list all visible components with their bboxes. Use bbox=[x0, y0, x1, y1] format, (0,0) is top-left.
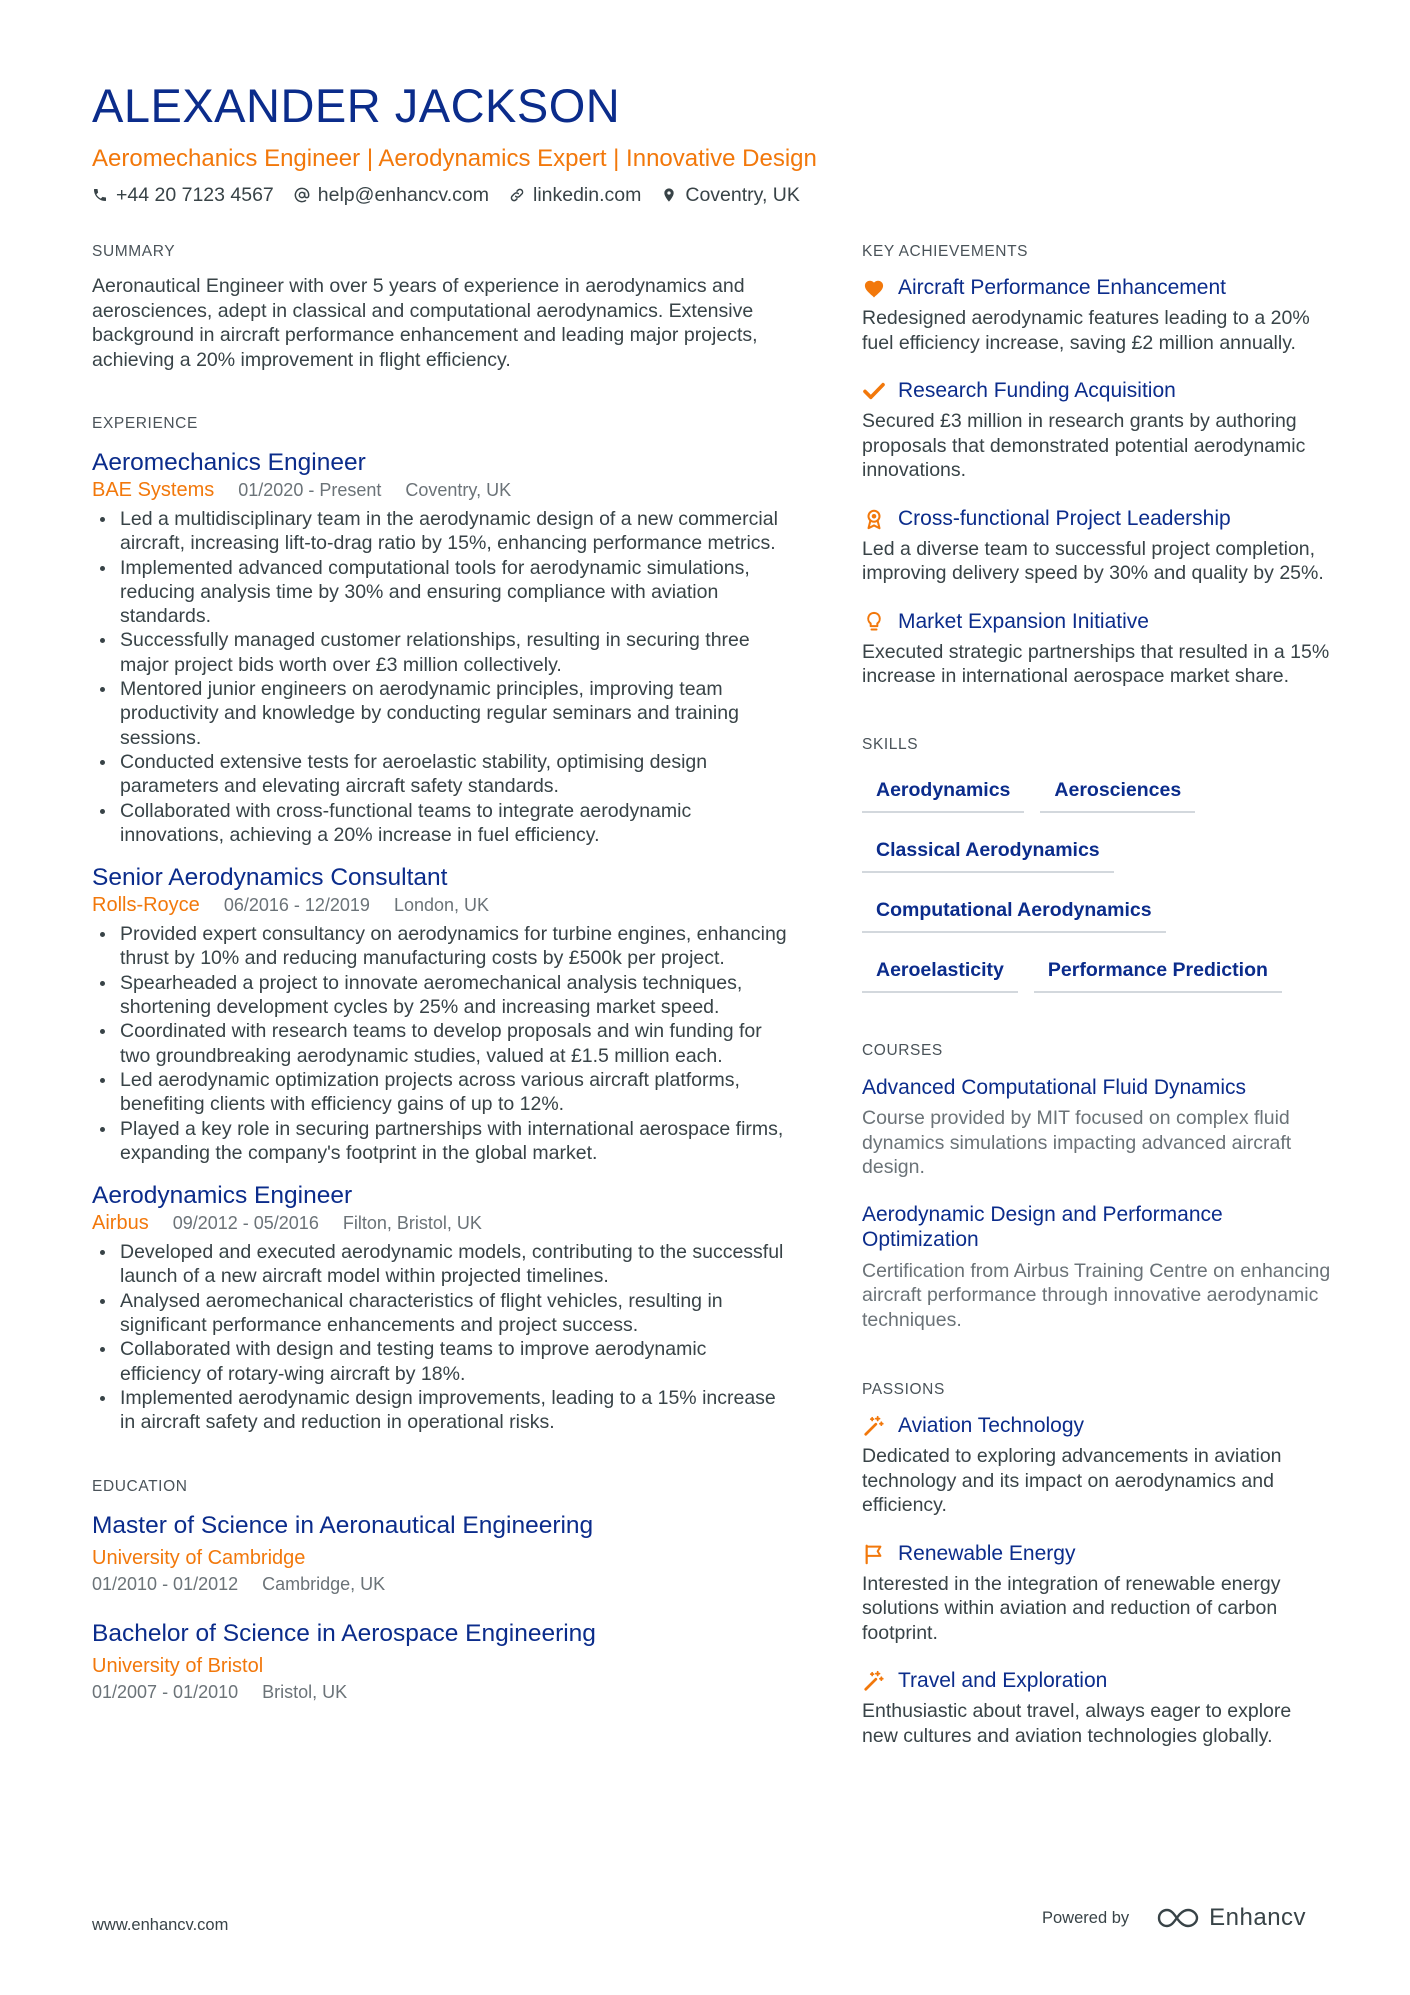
achievement-desc: Redesigned aerodynamic features leading to a 20% fuel efficiency increase, saving £2 million annually. bbox=[862, 307, 1310, 354]
job-bullets bbox=[92, 1240, 792, 1434]
right-column bbox=[862, 240, 1332, 1748]
achievement-header bbox=[862, 505, 1332, 533]
contact-location bbox=[661, 180, 800, 210]
education-location: Cambridge, UK bbox=[262, 1573, 386, 1594]
job-dates: 01/2020 - Present bbox=[238, 480, 382, 500]
passion-title: Aviation Technology bbox=[898, 1414, 1085, 1437]
job-meta bbox=[92, 478, 792, 503]
passion-header bbox=[862, 1667, 1332, 1695]
contact-phone bbox=[92, 180, 274, 210]
experience-heading: EXPERIENCE bbox=[92, 415, 198, 432]
achievement-title: Research Funding Acquisition bbox=[898, 379, 1176, 402]
job-bullet: Implemented advanced computational tools for aerodynamic simulations, reducing analysis time by 30% and ensuring compliance with aviation standards. bbox=[92, 556, 792, 629]
education-meta bbox=[92, 1680, 792, 1705]
school-name: University of Cambridge bbox=[92, 1546, 306, 1569]
job-bullet: Successfully managed customer relationships, resulting in securing three major project bids worth over £3 million collectively. bbox=[92, 628, 792, 677]
job-bullet: Collaborated with cross-functional teams to integrate aerodynamic innovations, achieving a 20% increase in fuel efficiency. bbox=[92, 799, 792, 848]
job-dates: 06/2016 - 12/2019 bbox=[223, 895, 370, 916]
summary-section bbox=[92, 240, 792, 372]
course-title: Aerodynamic Design and Performance Optimization bbox=[862, 1202, 1223, 1251]
passion-title: Renewable Energy bbox=[898, 1541, 1076, 1565]
job-entry bbox=[92, 863, 792, 1165]
skill-tag: Aeroelasticity bbox=[862, 951, 1018, 993]
job-company: BAE Systems bbox=[92, 479, 215, 501]
job-entry bbox=[92, 1181, 792, 1434]
degree-title: Master of Science in Aeronautical Engineering bbox=[92, 1511, 594, 1539]
education-dates: 01/2010 - 01/2012 bbox=[92, 1573, 239, 1594]
job-entry bbox=[92, 448, 792, 847]
education-meta bbox=[92, 1572, 792, 1597]
courses-section bbox=[862, 1039, 1332, 1333]
job-title: Aerodynamics Engineer bbox=[92, 1182, 353, 1210]
courses-heading: COURSES bbox=[862, 1041, 943, 1059]
achievement-header bbox=[862, 274, 1332, 302]
award-icon bbox=[862, 507, 886, 531]
achievement-desc: Executed strategic partnerships that resulted in a 15% increase in international aerospace market share. bbox=[862, 640, 1330, 687]
passion-item bbox=[862, 1412, 1332, 1518]
skills-section bbox=[862, 733, 1332, 993]
brand-logo[interactable] bbox=[1155, 1904, 1306, 1932]
education-section bbox=[92, 1475, 792, 1705]
course-item bbox=[862, 1075, 1332, 1180]
candidate-headline: Aeromechanics Engineer | Aerodynamics Expert | Innovative Design bbox=[92, 145, 817, 172]
enhancv-logo-icon bbox=[1155, 1905, 1201, 1931]
achievement-title: Cross-functional Project Leadership bbox=[898, 506, 1231, 530]
left-column bbox=[92, 240, 792, 1705]
skill-tag: Performance Prediction bbox=[1034, 951, 1282, 993]
link-icon bbox=[509, 187, 525, 203]
passion-header bbox=[862, 1540, 1332, 1568]
email-text[interactable]: help@enhancv.com bbox=[317, 184, 489, 206]
heart-icon bbox=[862, 276, 886, 300]
job-bullet: Mentored junior engineers on aerodynamic principles, improving team productivity and knowledge by conducting regular seminars and training sessions. bbox=[92, 677, 792, 750]
job-company: Airbus bbox=[92, 1212, 149, 1235]
linkedin-text[interactable]: linkedin.com bbox=[532, 184, 642, 206]
course-desc: Certification from Airbus Training Centre on enhancing aircraft performance through innovative aerodynamic techniques. bbox=[862, 1259, 1331, 1331]
location-text: Coventry, UK bbox=[685, 184, 800, 206]
job-bullet: Developed and executed aerodynamic models, contributing to the successful launch of a new aircraft model within projected timelines. bbox=[92, 1240, 792, 1289]
job-meta bbox=[92, 893, 792, 918]
phone-icon bbox=[92, 187, 108, 203]
achievements-heading: KEY ACHIEVEMENTS bbox=[862, 243, 1029, 260]
course-title: Advanced Computational Fluid Dynamics bbox=[862, 1075, 1247, 1099]
education-entry bbox=[92, 1619, 792, 1705]
achievement-header bbox=[862, 377, 1332, 405]
job-bullet: Implemented aerodynamic design improvements, leading to a 15% increase in aircraft safety and reduction in operational risks. bbox=[92, 1386, 792, 1435]
phone-text: +44 20 7123 4567 bbox=[116, 184, 274, 206]
skill-tag: Aerosciences bbox=[1040, 771, 1195, 813]
at-sign-icon bbox=[294, 187, 310, 203]
achievement-item bbox=[862, 274, 1332, 355]
location-pin-icon bbox=[661, 187, 677, 203]
job-bullets bbox=[92, 922, 792, 1165]
achievement-title: Aircraft Performance Enhancement bbox=[898, 276, 1226, 299]
job-title: Senior Aerodynamics Consultant bbox=[92, 864, 448, 892]
school-name: University of Bristol bbox=[92, 1654, 264, 1677]
job-title: Aeromechanics Engineer bbox=[92, 449, 366, 476]
job-bullet: Provided expert consultancy on aerodynamics for turbine engines, enhancing thrust by 10% and reducing manufacturing costs by £500k per project. bbox=[92, 922, 792, 971]
degree-title: Bachelor of Science in Aerospace Engineering bbox=[92, 1619, 596, 1647]
summary-heading: SUMMARY bbox=[92, 243, 176, 260]
summary-text: Aeronautical Engineer with over 5 years of experience in aerodynamics and aerosciences, adept in classical and computational aerodynamics. Extensive background in aircraft performance enhancement and leading major projects, achieving a 20% improvement in flight efficiency. bbox=[92, 275, 758, 371]
experience-section bbox=[92, 412, 792, 1435]
magic-wand-icon bbox=[862, 1414, 886, 1438]
achievement-item bbox=[862, 505, 1332, 586]
skill-tag: Aerodynamics bbox=[862, 771, 1024, 813]
education-entry bbox=[92, 1511, 792, 1597]
passion-item bbox=[862, 1667, 1332, 1748]
skills-list bbox=[862, 771, 1332, 993]
achievement-header bbox=[862, 608, 1332, 636]
magic-wand-icon bbox=[862, 1669, 886, 1693]
powered-by-label: Powered by bbox=[1042, 1908, 1130, 1927]
check-icon bbox=[862, 379, 886, 403]
education-location: Bristol, UK bbox=[262, 1681, 348, 1702]
resume-header bbox=[92, 78, 1332, 210]
achievement-desc: Secured £3 million in research grants by authoring proposals that demonstrated potential aerodynamic innovations. bbox=[862, 410, 1306, 481]
passions-heading: PASSIONS bbox=[862, 1381, 945, 1398]
achievement-item bbox=[862, 377, 1332, 483]
skills-heading: SKILLS bbox=[862, 735, 919, 753]
job-location: Coventry, UK bbox=[405, 480, 512, 500]
footer-branding bbox=[1042, 1904, 1306, 1932]
passion-title: Travel and Exploration bbox=[898, 1669, 1108, 1692]
education-dates: 01/2007 - 01/2010 bbox=[92, 1681, 239, 1702]
skill-tag: Classical Aerodynamics bbox=[862, 831, 1114, 873]
course-desc: Course provided by MIT focused on complex fluid dynamics simulations impacting advanced aircraft design. bbox=[862, 1107, 1292, 1178]
lightbulb-icon bbox=[862, 610, 886, 634]
passions-section bbox=[862, 1378, 1332, 1748]
job-bullet: Led aerodynamic optimization projects across various aircraft platforms, benefiting clients with efficiency gains of up to 12%. bbox=[92, 1068, 792, 1117]
passion-header bbox=[862, 1412, 1332, 1440]
job-bullet: Collaborated with design and testing teams to improve aerodynamic efficiency of rotary-wing aircraft by 18%. bbox=[92, 1337, 792, 1386]
skill-tag: Computational Aerodynamics bbox=[862, 891, 1166, 933]
job-location: London, UK bbox=[393, 895, 490, 916]
footer-website[interactable]: www.enhancv.com bbox=[92, 1916, 229, 1934]
job-company: Rolls-Royce bbox=[92, 894, 200, 917]
job-bullets bbox=[92, 507, 792, 847]
job-bullet: Played a key role in securing partnerships with international aerospace firms, expanding the company's footprint in the global market. bbox=[92, 1117, 792, 1166]
job-bullet: Led a multidisciplinary team in the aerodynamic design of a new commercial aircraft, increasing lift-to-drag ratio by 15%, enhancing performance metrics. bbox=[92, 507, 792, 556]
job-bullet: Conducted extensive tests for aeroelastic stability, optimising design parameters and elevating aircraft safety standards. bbox=[92, 750, 792, 799]
course-item bbox=[862, 1202, 1332, 1333]
passion-desc: Dedicated to exploring advancements in aviation technology and its impact on aerodynamics and efficiency. bbox=[862, 1445, 1282, 1516]
job-dates: 09/2012 - 05/2016 bbox=[172, 1213, 319, 1234]
job-bullet: Analysed aeromechanical characteristics of flight vehicles, resulting in significant performance enhancements and project success. bbox=[92, 1289, 792, 1338]
brand-name: Enhancv bbox=[1209, 1904, 1307, 1931]
candidate-name: ALEXANDER JACKSON bbox=[92, 79, 621, 132]
job-meta bbox=[92, 1211, 792, 1236]
passion-desc: Interested in the integration of renewable energy solutions within aviation and reduction of carbon footprint. bbox=[862, 1572, 1281, 1644]
contact-linkedin[interactable] bbox=[509, 180, 641, 210]
contact-bar bbox=[92, 180, 1332, 210]
job-location: Filton, Bristol, UK bbox=[342, 1213, 482, 1234]
flag-icon bbox=[862, 1542, 886, 1566]
passion-desc: Enthusiastic about travel, always eager to explore new cultures and aviation technologies globally. bbox=[862, 1700, 1292, 1747]
achievement-item bbox=[862, 608, 1332, 689]
job-bullet: Spearheaded a project to innovate aeromechanical analysis techniques, shortening development cycles by 25% and increasing market speed. bbox=[92, 971, 792, 1020]
passion-item bbox=[862, 1540, 1332, 1646]
achievements-section bbox=[862, 240, 1332, 689]
achievement-desc: Led a diverse team to successful project completion, improving delivery speed by 30% and quality by 25%. bbox=[862, 537, 1324, 584]
education-heading: EDUCATION bbox=[92, 1477, 188, 1495]
contact-email[interactable] bbox=[294, 180, 489, 210]
achievement-title: Market Expansion Initiative bbox=[898, 609, 1149, 633]
job-bullet: Coordinated with research teams to develop proposals and win funding for two groundbreaking aerodynamic studies, valued at £1.5 million each. bbox=[92, 1019, 792, 1068]
